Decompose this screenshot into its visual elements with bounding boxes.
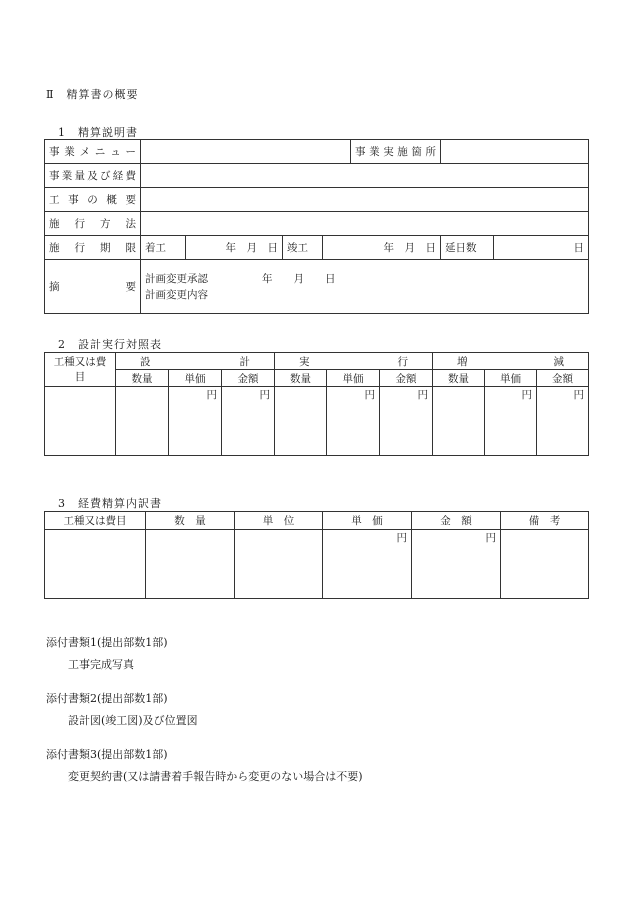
expense-breakdown-table	[44, 511, 589, 599]
attachment-2-title: 添付書類2(提出部数1部)	[46, 692, 168, 705]
header-category: 工種又は費目	[45, 512, 146, 530]
design-amount-cell[interactable]: 円	[222, 387, 275, 456]
header-remarks: 備 考	[501, 512, 589, 530]
change-header: 増 減	[433, 353, 589, 370]
change-content-label: 計画変更内容	[145, 288, 208, 301]
s1-title: 1 精算説明書	[58, 126, 138, 139]
change-price-header: 単価	[485, 370, 537, 387]
category-cell[interactable]	[45, 530, 146, 599]
attachment-3-item: 変更契約書(又は請書着手報告時から変更のない場合は不要)	[68, 770, 363, 783]
method-label: 施行方法	[45, 212, 141, 236]
section-title: Ⅱ 精算書の概要	[46, 88, 139, 101]
actual-price-header: 単価	[327, 370, 380, 387]
change-qty-cell[interactable]	[433, 387, 485, 456]
design-qty-header: 数量	[116, 370, 169, 387]
delay-days[interactable]: 日	[494, 236, 589, 260]
attachment-1-item: 工事完成写真	[68, 658, 134, 671]
quantity-cell[interactable]	[146, 530, 235, 599]
start-date[interactable]: 年 月 日	[186, 236, 283, 260]
place-label: 事業実施箇所	[351, 140, 441, 164]
delay-label: 延日数	[441, 236, 494, 260]
end-label: 竣工	[283, 236, 323, 260]
design-qty-cell[interactable]	[116, 387, 169, 456]
actual-qty-cell[interactable]	[275, 387, 327, 456]
attachment-1-title: 添付書類1(提出部数1部)	[46, 636, 168, 649]
actual-amount-header: 金額	[380, 370, 433, 387]
change-approval-label: 計画変更承認	[145, 272, 208, 285]
actual-qty-header: 数量	[275, 370, 327, 387]
unit-price-cell[interactable]: 円	[323, 530, 412, 599]
cat-cell[interactable]	[45, 387, 116, 456]
change-approval-date: 年 月 日	[262, 272, 336, 285]
change-amount-cell[interactable]: 円	[537, 387, 589, 456]
end-date[interactable]: 年 月 日	[323, 236, 441, 260]
amount-label: 事業量及び経費	[45, 164, 141, 188]
s3-title: 3 経費精算内訳書	[58, 497, 162, 510]
header-unit-price: 単 価	[323, 512, 412, 530]
tekiyo-label: 摘 要	[45, 260, 141, 314]
start-label: 着工	[141, 236, 186, 260]
design-execution-table	[44, 352, 589, 456]
attachment-2-item: 設計図(竣工図)及び位置図	[68, 714, 198, 727]
tekiyo-value[interactable]	[141, 260, 589, 314]
s2-title: 2 設計実行対照表	[58, 338, 162, 351]
remarks-cell[interactable]	[501, 530, 589, 599]
design-amount-header: 金額	[222, 370, 275, 387]
header-unit: 単 位	[235, 512, 323, 530]
change-qty-header: 数量	[433, 370, 485, 387]
design-header: 設 計	[116, 353, 275, 370]
design-price-header: 単価	[169, 370, 222, 387]
period-label: 施行期限	[45, 236, 141, 260]
amount-cell[interactable]: 円	[412, 530, 501, 599]
change-amount-header: 金額	[537, 370, 589, 387]
header-quantity: 数 量	[146, 512, 235, 530]
method-value[interactable]	[141, 212, 589, 236]
cat-header: 工種又は費目	[45, 353, 116, 387]
place-value[interactable]	[441, 140, 589, 164]
actual-header: 実 行	[275, 353, 433, 370]
actual-price-cell[interactable]: 円	[327, 387, 380, 456]
menu-label: 事業メニュー	[45, 140, 141, 164]
unit-cell[interactable]	[235, 530, 323, 599]
overview-value[interactable]	[141, 188, 589, 212]
change-price-cell[interactable]: 円	[485, 387, 537, 456]
design-price-cell[interactable]: 円	[169, 387, 222, 456]
amount-value[interactable]	[141, 164, 589, 188]
menu-value[interactable]	[141, 140, 351, 164]
header-amount: 金 額	[412, 512, 501, 530]
attachment-3-title: 添付書類3(提出部数1部)	[46, 748, 168, 761]
settlement-explanation-table	[44, 139, 589, 314]
overview-label: 工事の概要	[45, 188, 141, 212]
actual-amount-cell[interactable]: 円	[380, 387, 433, 456]
